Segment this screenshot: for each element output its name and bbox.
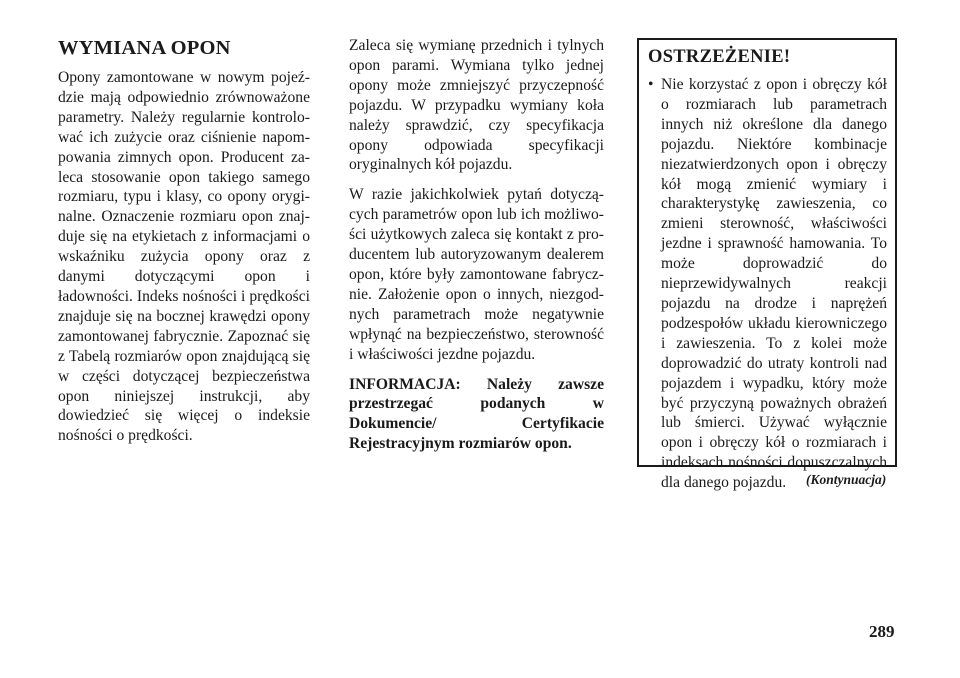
intro-paragraph: Opony zamontowane w nowym pojeździe mają odpowiednio zrównoważone parametry. Należy regularnie kontrolować ich zużycie oraz ciśnienie napompowania zimnych opon. Producent zaleca stosowanie opon takiego samego rozmiaru, typu i klasy, co opony oryginalne. Oznaczenie rozmiaru opon znajduje się na etykietach z informacjami o wskaźniku zużycia opony oraz z danymi dotyczącymi opon i ładowności. Indeks nośności i prędkości znajduje się na bocznej krawędzi opony zamontowanej fabrycznie. Zapoznać się z Tabelą rozmiarów opon znajdującą się w części dotyczącej bezpieczeństwa opon niniejszej instrukcji, aby dowiedzieć się więcej o indeksie nośności o prędkości. (58, 69, 310, 445)
continued-label: (Kontynuacja) (806, 472, 887, 487)
contact-paragraph: W razie jakichkolwiek pytań dotyczących parametrów opon lub ich możliwości użytkowych zaleca się kontakt z producentem lub autoryzowanym dealerem opon, które były zamontowane fabrycznie. Założenie opon o innych, niezgodnych parametrach może negatywnie wpłynąć na bezpieczeństwo, sterowność i właściwości jezdne pojazdu. (349, 186, 604, 363)
warning-text: Nie korzystać z opon i obręczy kół o rozmiarach lub parametrach innych niż określone dla danego pojazdu. Niektóre kombinacje niezatwierdzonych opon i obręczy kół mogą zmienić wymiary i charakterystykę zawieszenia, co zmieni sterowność, właściwości jezdne i sprawność hamowania. To może doprowadzić do nieprzewidywalnych reakcji pojazdu na drodze i naprężeń podzespołów układu kierowniczego i zawieszenia. To z kolei może doprowadzić do utraty kontroli nad pojazdem i wypadku, który może być przyczyną poważnych obrażeń lub śmierci. Używać wyłącznie opon i obręczy kół o rozmiarach i indeksach nośności dopuszczalnych dla danego pojazdu. (661, 76, 887, 492)
warning-title: OSTRZEŻENIE! (648, 47, 791, 67)
bullet-icon: • (648, 76, 654, 93)
page-number: 289 (869, 622, 895, 641)
left-column (58, 36, 310, 456)
warning-bullet-item (648, 75, 887, 493)
middle-column (349, 36, 604, 464)
info-note: INFORMACJA: Należy zawsze przestrzegać podanych w Dokumencie/ Certyfikacie Rejestracyjnym rozmiarów opon. (349, 375, 604, 453)
section-heading: WYMIANA OPON (58, 37, 231, 59)
pairs-paragraph: Zaleca się wymianę przednich i tylnych opon parami. Wymiana tylko jednej opony może zmniejszyć przyczepność pojazdu. W przypadku wymiany koła należy sprawdzić, czy specyfikacja opony odpowiada specyfikacji oryginalnych kół pojazdu. (349, 37, 604, 174)
